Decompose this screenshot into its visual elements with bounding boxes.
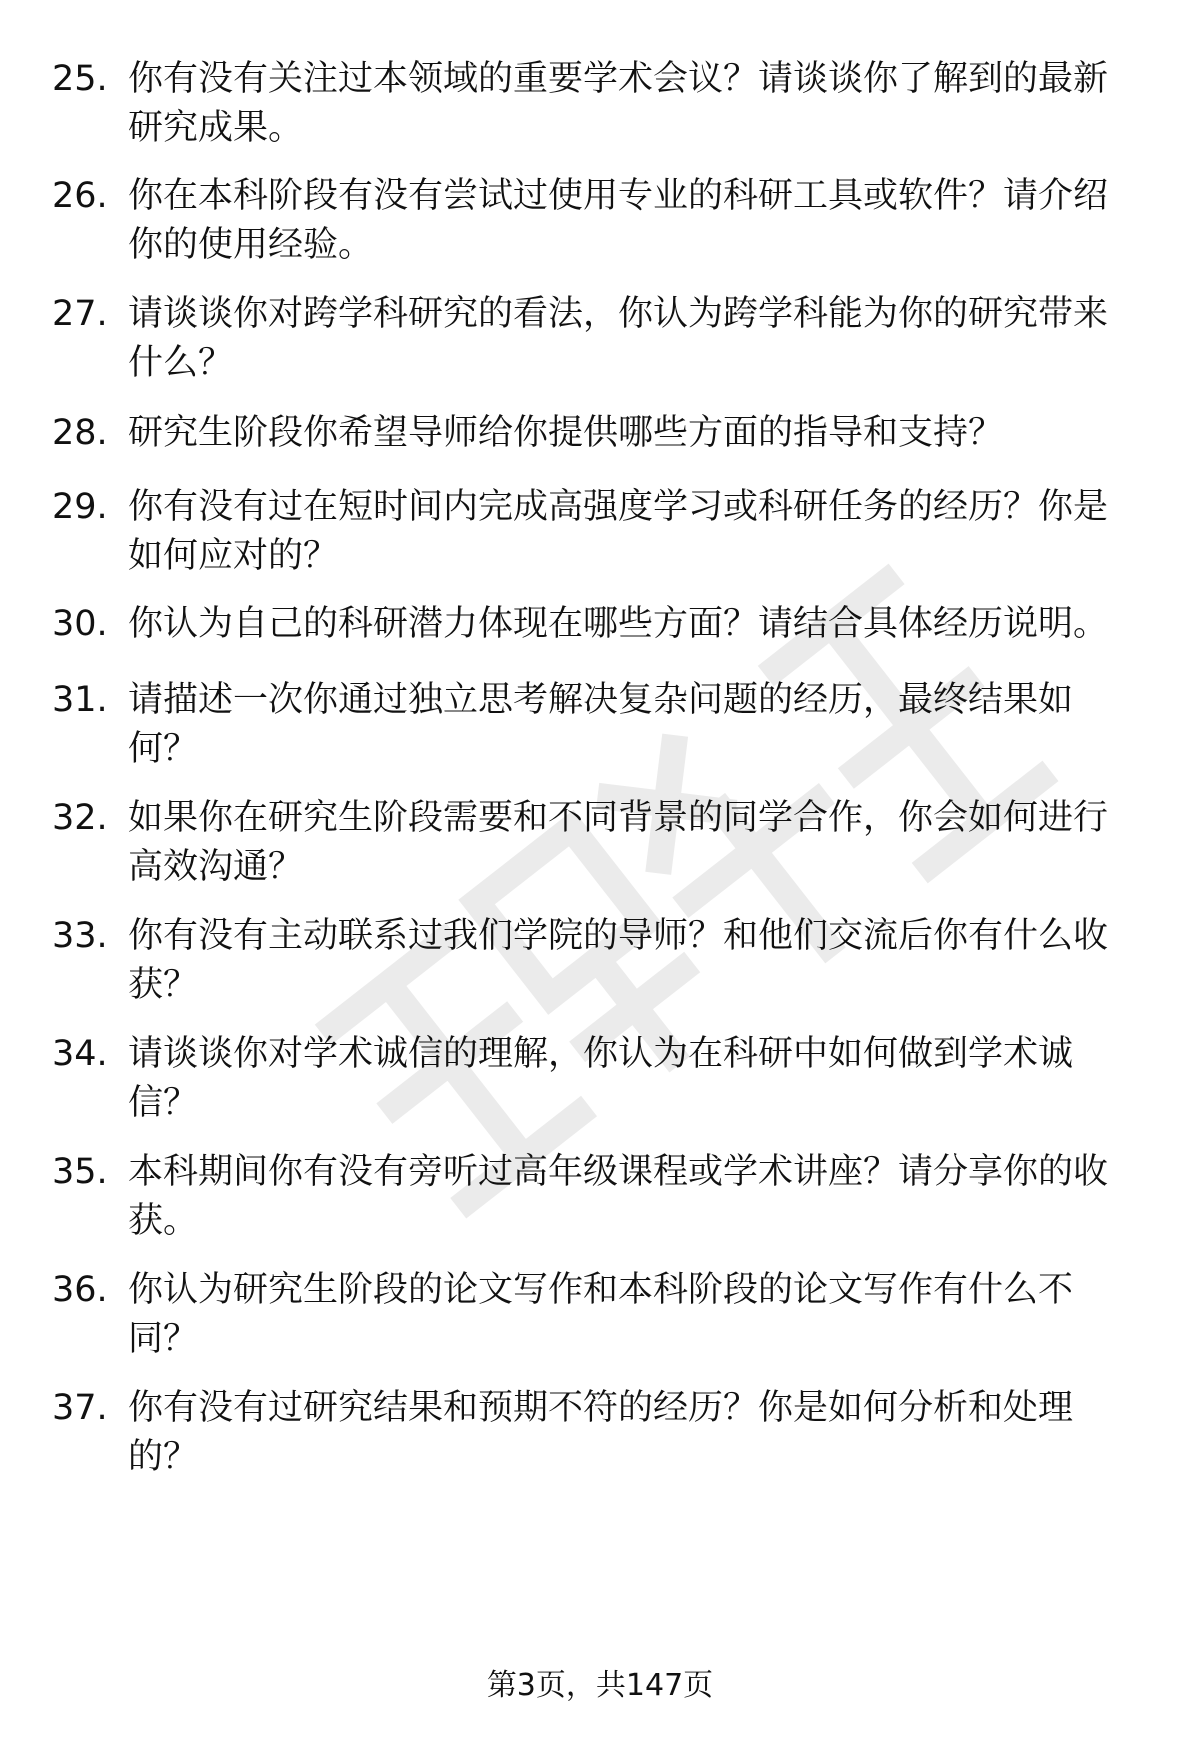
question-text-line: 你有没有过在短时间内完成高强度学习或科研任务的经历？你是 — [128, 487, 1109, 527]
question-text-line: 请描述一次你通过独立思考解决复杂问题的经历，最终结果如 — [128, 680, 1074, 720]
question-text-line: 获？ — [128, 965, 199, 1005]
question-text-line: 何？ — [128, 729, 199, 769]
question-text — [128, 55, 1148, 153]
question-text-line: 研究生阶段你希望导师给你提供哪些方面的指导和支持？ — [128, 413, 1004, 453]
question-text-line: 你的使用经验。 — [128, 225, 374, 265]
question-text-line: 信？ — [128, 1083, 199, 1123]
question-text-line: 你有没有关注过本领域的重要学术会议？请谈谈你了解到的最新 — [128, 59, 1109, 99]
question-text-line: 请谈谈你对跨学科研究的看法，你认为跨学科能为你的研究带来 — [128, 294, 1109, 334]
question-text-line: 研究成果。 — [128, 108, 304, 148]
question-number: 33. — [52, 916, 108, 956]
question-number: 34. — [52, 1034, 108, 1074]
question-number: 31. — [52, 680, 108, 720]
question-text — [128, 483, 1148, 581]
question-text — [128, 794, 1148, 892]
page-footer: 第3页，共147页 — [486, 1668, 714, 1703]
question-text — [128, 172, 1148, 270]
question-text — [128, 1030, 1148, 1128]
question-number: 30. — [52, 604, 108, 644]
question-text — [128, 600, 1148, 649]
question-text — [128, 1384, 1148, 1482]
question-text-line: 本科期间你有没有旁听过高年级课程或学术讲座？请分享你的收 — [128, 1152, 1109, 1192]
question-number: 37. — [52, 1388, 108, 1428]
question-text-line: 你认为自己的科研潜力体现在哪些方面？请结合具体经历说明。 — [128, 604, 1109, 644]
question-text — [128, 290, 1148, 388]
question-number: 29. — [52, 487, 108, 527]
question-number: 36. — [52, 1270, 108, 1310]
question-text — [128, 1266, 1148, 1364]
question-text-line: 你有没有主动联系过我们学院的导师？和他们交流后你有什么收 — [128, 916, 1109, 956]
question-number: 28. — [52, 413, 108, 453]
question-text-line: 的？ — [128, 1437, 199, 1477]
question-text-line: 你在本科阶段有没有尝试过使用专业的科研工具或软件？请介绍 — [128, 176, 1109, 216]
question-number: 25. — [52, 59, 108, 99]
question-text-line: 如何应对的？ — [128, 536, 339, 576]
question-text-line: 什么？ — [128, 343, 234, 383]
question-text-line: 你有没有过研究结果和预期不符的经历？你是如何分析和处理 — [128, 1388, 1074, 1428]
question-text-line: 获。 — [128, 1201, 199, 1241]
question-text — [128, 676, 1148, 774]
question-text-line: 你认为研究生阶段的论文写作和本科阶段的论文写作有什么不 — [128, 1270, 1074, 1310]
question-text — [128, 1148, 1148, 1246]
question-number: 35. — [52, 1152, 108, 1192]
question-number: 27. — [52, 294, 108, 334]
question-text-line: 如果你在研究生阶段需要和不同背景的同学合作，你会如何进行 — [128, 798, 1109, 838]
question-text — [128, 912, 1148, 1010]
question-text-line: 高效沟通？ — [128, 847, 304, 887]
question-number: 26. — [52, 176, 108, 216]
question-text-line: 请谈谈你对学术诚信的理解，你认为在科研中如何做到学术诚 — [128, 1034, 1074, 1074]
question-text — [128, 409, 1148, 458]
question-text-line: 同？ — [128, 1319, 199, 1359]
question-number: 32. — [52, 798, 108, 838]
